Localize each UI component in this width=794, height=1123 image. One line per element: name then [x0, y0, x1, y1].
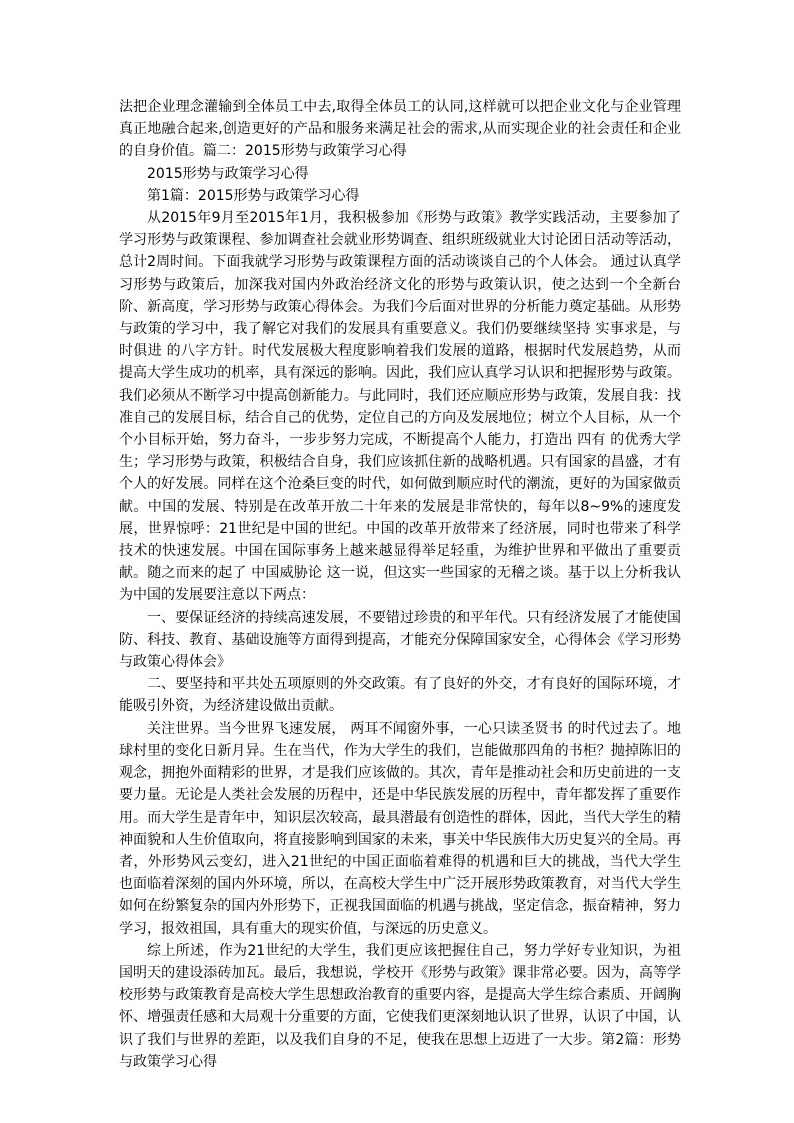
body-paragraph-3: 二、要坚持和平共处五项原则的外交政策。有了良好的外交，才有良好的国际环境，才能吸引外资，为经济建设做出贡献。	[119, 676, 681, 715]
document-body	[119, 96, 681, 1073]
document-title: 2015形势与政策学习心得	[147, 165, 309, 182]
body-paragraph-1: 从2015年9月至2015年1月，我积极参加《形势与政策》教学实践活动，主要参加了学习形势与政策课程、参加调查社会就业形势调查、组织班级就业大讨论团日活动等活动，总计2周时间。下面我就学习形势与政策课程方面的活动谈谈自己的个人体会。 通过认真学习形势与政策后，加深我对国内外政治经济文化的形势与政策认识，使之达到一个全新台阶、新高度，学习形势与政策心得体会。为我们今后面对世界的分析能力奠定基础。从形势与政策的学习中，我了解它对我们的发展具有重要意义。我们仍要继续坚持 实事求是，与时俱进 的八字方针。时代发展极大程度影响着我们发展的道路，根据时代发展趋势，从而提高大学生成功的机率，具有深远的影响。因此，我们应认真学习认识和把握形势与政策。我们必须从不断学习中提高创新能力。与此同时，我们还应顺应形势与政策，发展自我：找准自己的发展目标，结合自己的优势，定位自己的方向及发展地位；树立个人目标，从一个个小目标开始，努力奋斗，一步步努力完成，不断提高个人能力，打造出 四有 的优秀大学生；学习形势与政策，积极结合自身，我们应该抓住新的战略机遇。只有国家的昌盛，才有个人的好发展。同样在这个沧桑巨变的时代，如何做到顺应时代的潮流，更好的为国家做贡献。中国的发展、特别是在改革开放二十年来的发展是非常快的，每年以8~9%的速度发展，世界惊呼：21世纪是中国的世纪。中国的改革开放带来了经济展，同时也带来了科学技术的快速发展。中国在国际事务上越来越显得举足轻重，为维护世界和平做出了重要贡献。随之而来的起了 中国威胁论 这一说，但这实一些国家的无稽之谈。基于以上分析我认为中国的发展要注意以下两点：	[119, 210, 681, 604]
lead-paragraph: 法把企业理念灌输到全体员工中去,取得全体员工的认同,这样就可以把企业文化与企业管理真正地融合起来,创造更好的产品和服务来满足社会的需求,从而实现企业的社会责任和企业的自身价值。篇二：2015形势与政策学习心得	[119, 99, 681, 160]
body-paragraph-2: 一、要保证经济的持续高速发展，不要错过珍贵的和平年代。只有经济发展了才能使国防、科技、教育、基础设施等方面得到提高，才能充分保障国家安全，心得体会《学习形势与政策心得体会》	[119, 609, 681, 671]
body-paragraph-4: 关注世界。当今世界飞速发展， 两耳不闻窗外事，一心只读圣贤书 的时代过去了。地球村里的变化日新月异。生在当代，作为大学生的我们，岂能做那四角的书柜？抛掉陈旧的观念，拥抱外面精彩的世界，才是我们应该做的。其次，青年是推动社会和历史前进的一支要力量。无论是人类社会发展的历程中，还是中华民族发展的历程中，青年都发挥了重要作用。而大学生是青年中，知识层次较高，最具潜最有创造性的群体，因此，当代大学生的精神面貌和人生价值取向，将直接影响到国家的未来，事关中华民族伟大历史复兴的全局。再者，外形势风云变幻，进入21世纪的中国正面临着难得的机遇和巨大的挑战，当代大学生也面临着深刻的国内外环境，所以，在高校大学生中广泛开展形势政策教育，对当代大学生如何在纷繁复杂的国内外形势下，正视我国面临的机遇与挑战，坚定信念，振奋精神，努力学习，报效祖国，具有重大的现实价值，与深远的历史意义。	[119, 720, 681, 937]
body-paragraph-5: 综上所述，作为21世纪的大学生，我们更应该把握住自己，努力学好专业知识，为祖国明天的建设添砖加瓦。最后，我想说，学校开《形势与政策》课非常必要。因为，高等学校形势与政策教育是高校大学生思想政治教育的重要内容，是提高大学生综合素质、开阔胸怀、增强责任感和大局观十分重要的方面，它使我们更深刻地认识了世界，认识了中国，认识了我们与世界的差距，以及我们自身的不足，使我在思想上迈进了一大步。第2篇：形势与政策学习心得	[119, 942, 681, 1070]
document-subtitle: 第1篇：2015形势与政策学习心得	[147, 187, 360, 204]
